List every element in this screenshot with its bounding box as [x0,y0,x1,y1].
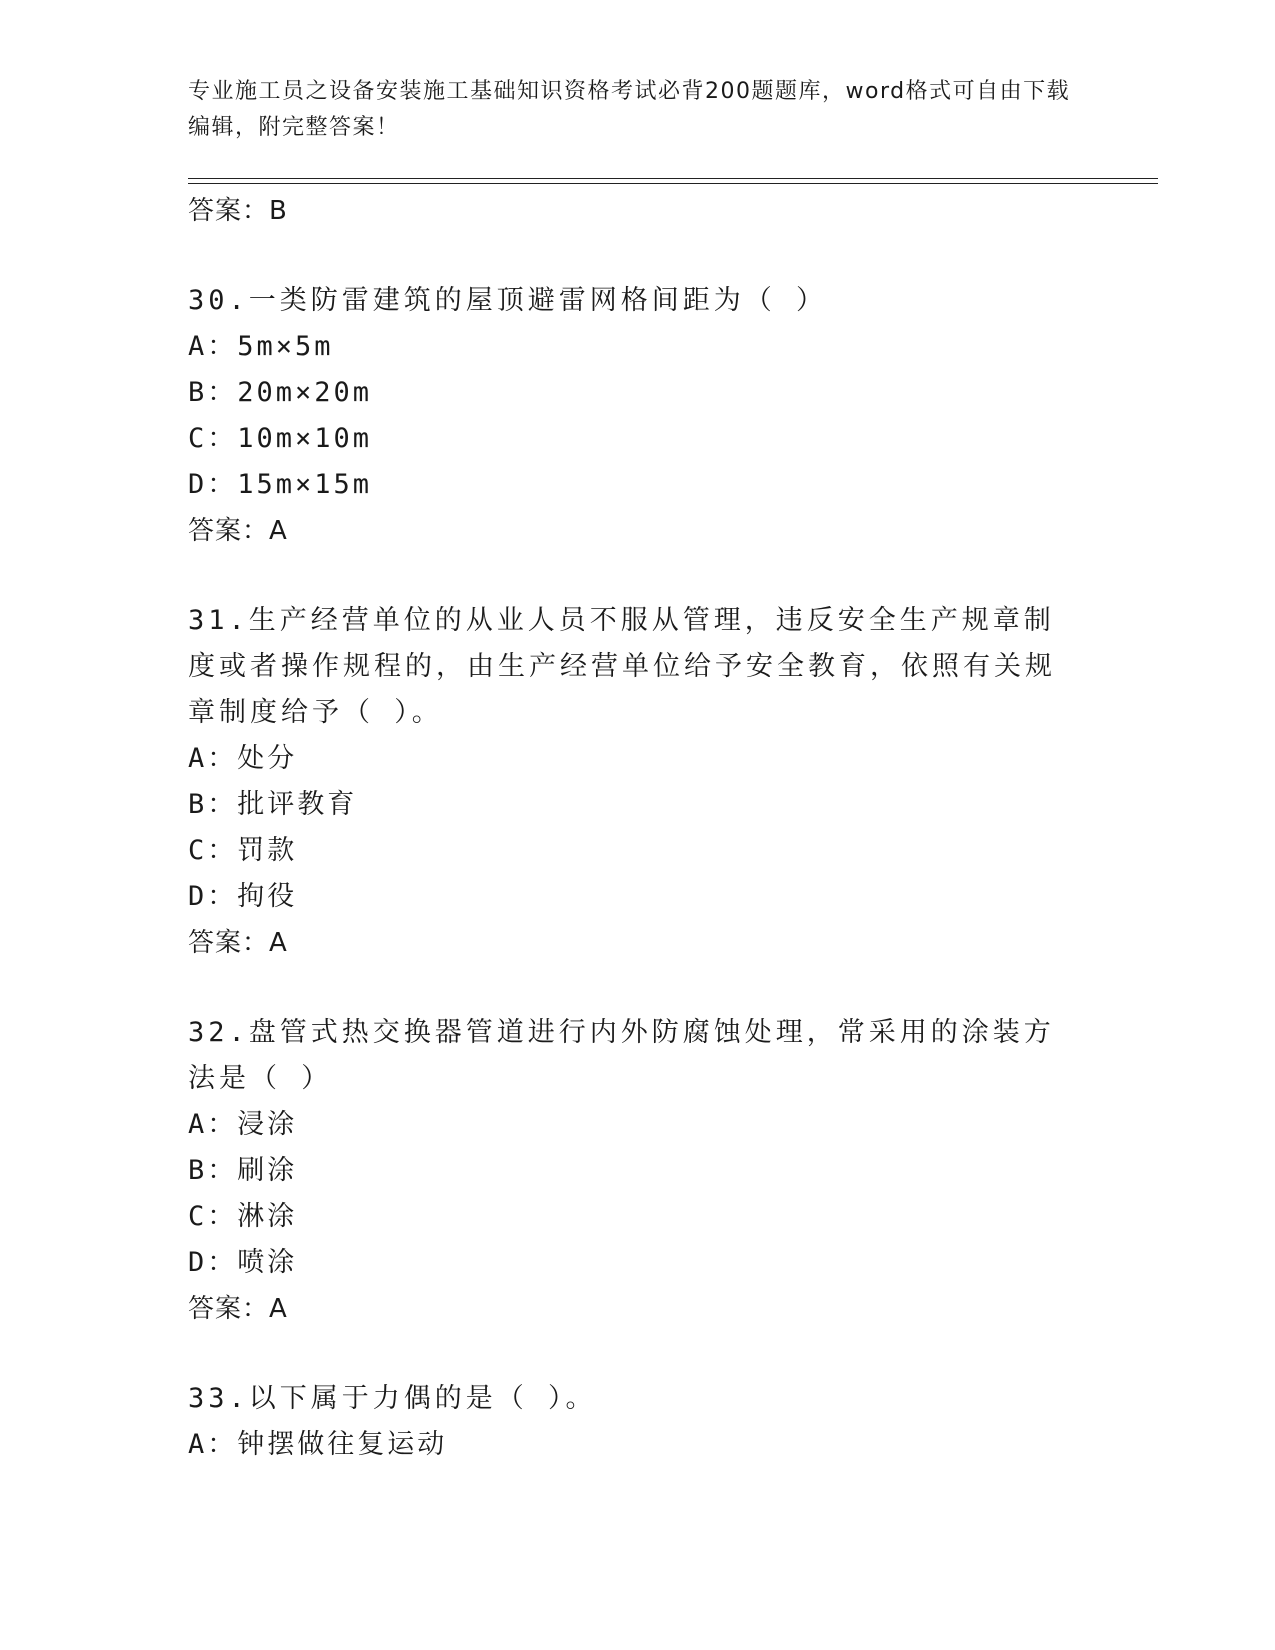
header-rule-top [188,178,1158,179]
header-rule-bottom [188,183,1158,184]
header-text: 专业施工员之设备安装施工基础知识资格考试必背200题题库，word格式可自由下载编辑，附完整答案！ [188,79,1071,140]
question-text: 30.一类防雷建筑的屋顶避雷网格间距为（ ） [188,285,828,316]
answer-line: 答案：A [188,516,288,546]
option-d: D：拘役 [188,881,298,912]
document-header [188,74,1088,146]
option-a: A：5m×5m [188,331,334,362]
option-b: B：20m×20m [188,377,373,408]
answer-line: 答案：B [188,196,288,226]
question-31 [188,598,1088,966]
question-text: 32.盘管式热交换器管道进行内外防腐蚀处理，常采用的涂装方法是（ ） [188,1017,1055,1094]
question-32 [188,1010,1088,1332]
option-d: D：喷涂 [188,1247,298,1278]
option-b: B：批评教育 [188,789,358,820]
option-d: D：15m×15m [188,469,373,500]
option-c: C：罚款 [188,835,298,866]
question-30 [188,278,1088,554]
option-a: A：浸涂 [188,1109,298,1140]
option-c: C：淋涂 [188,1201,298,1232]
question-text: 31.生产经营单位的从业人员不服从管理，违反安全生产规章制度或者操作规程的，由生产经营单位给予安全教育，依照有关规章制度给予（ ）。 [188,605,1056,728]
option-a: A：钟摆做往复运动 [188,1429,448,1460]
option-b: B：刷涂 [188,1155,298,1186]
option-c: C：10m×10m [188,423,373,454]
answer-line: 答案：A [188,1294,288,1324]
answer-line: 答案：A [188,928,288,958]
question-text: 33.以下属于力偶的是（ ）。 [188,1383,597,1414]
question-list [188,188,1088,1468]
option-a: A：处分 [188,743,298,774]
question-33 [188,1376,1088,1468]
